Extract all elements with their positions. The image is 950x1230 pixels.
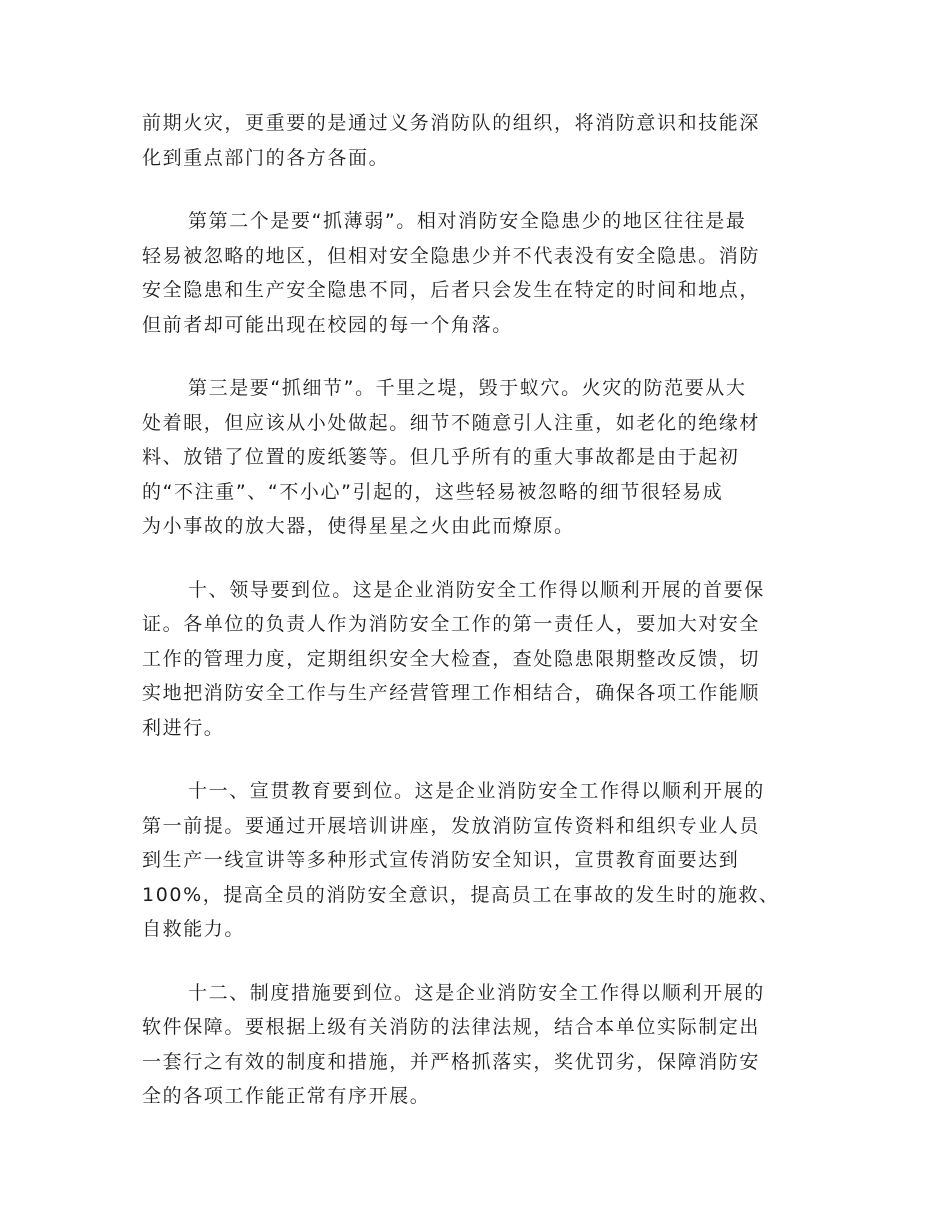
text-line: 第第二个是要“抓薄弱”。相对消防安全隐患少的地区往往是最	[188, 210, 747, 232]
text-line: 到生产一线宣讲等多种形式宣传消防安全知识，宣贯教育面要达到	[142, 849, 740, 871]
paragraph	[142, 204, 814, 342]
text-line: 自救能力。	[142, 918, 246, 940]
text-line: 证。各单位的负责人作为消防安全工作的第一责任人，要加大对安全	[142, 613, 761, 635]
paragraph	[142, 371, 814, 544]
text-line: 一套行之有效的制度和措施，并严格抓落实，奖优罚劣，保障消防安	[142, 1050, 761, 1073]
text-line: 工作的管理力度，定期组织安全大检查，查处隐患限期整改反馈，切	[142, 647, 761, 670]
text-line: 第三是要“抓细节”。千里之堤，毁于蚁穴。火灾的防范要从大	[188, 377, 747, 399]
text-line: 为小事故的放大器，使得星星之火由此而燎原。	[142, 515, 575, 537]
document-body	[142, 106, 814, 1143]
text-line: 利进行。	[142, 716, 225, 739]
text-line: 的“不注重”、“不小心”引起的，这些轻易被忽略的细节很轻易成	[142, 480, 724, 503]
text-line: 十二、制度措施要到位。这是企业消防安全工作得以顺利开展的	[188, 981, 765, 1004]
text-line: 安全隐患和生产安全隐患不同，后者只会发生在特定的时间和地点，	[142, 279, 761, 301]
text-line: 处着眼，但应该从小处做起。细节不随意引人注重，如老化的绝缘材	[142, 411, 761, 434]
text-line: 十一、宣贯教育要到位。这是企业消防安全工作得以顺利开展的	[188, 780, 765, 802]
paragraph	[142, 573, 814, 746]
text-line: 实地把消防安全工作与生产经营管理工作相结合，确保各项工作能顺	[142, 682, 761, 704]
text-line: 轻易被忽略的地区，但相对安全隐患少并不代表没有安全隐患。消防	[142, 244, 761, 267]
text-line: 软件保障。要根据上级有关消防的法律法规，结合本单位实际制定出	[142, 1016, 761, 1038]
paragraph	[142, 774, 814, 947]
text-line: 全的各项工作能正常有序开展。	[142, 1085, 431, 1107]
text-line: 但前者却可能出现在校园的每一个角落。	[142, 313, 513, 336]
paragraph	[142, 106, 814, 175]
text-line: 料、放错了位置的废纸篓等。但几乎所有的重大事故都是由于起初	[142, 446, 740, 468]
text-line: 前期火灾，更重要的是通过义务消防队的组织，将消防意识和技能深	[142, 112, 761, 134]
text-line: 十、领导要到位。这是企业消防安全工作得以顺利开展的首要保	[188, 578, 765, 601]
text-line: 化到重点部门的各方各面。	[142, 146, 390, 169]
paragraph	[142, 976, 814, 1114]
text-line: 100%，提高全员的消防安全意识，提高员工在事故的发生时的施救、	[142, 883, 780, 906]
text-line: 第一前提。要通过开展培训讲座，发放消防宣传资料和组织专业人员	[142, 814, 761, 837]
